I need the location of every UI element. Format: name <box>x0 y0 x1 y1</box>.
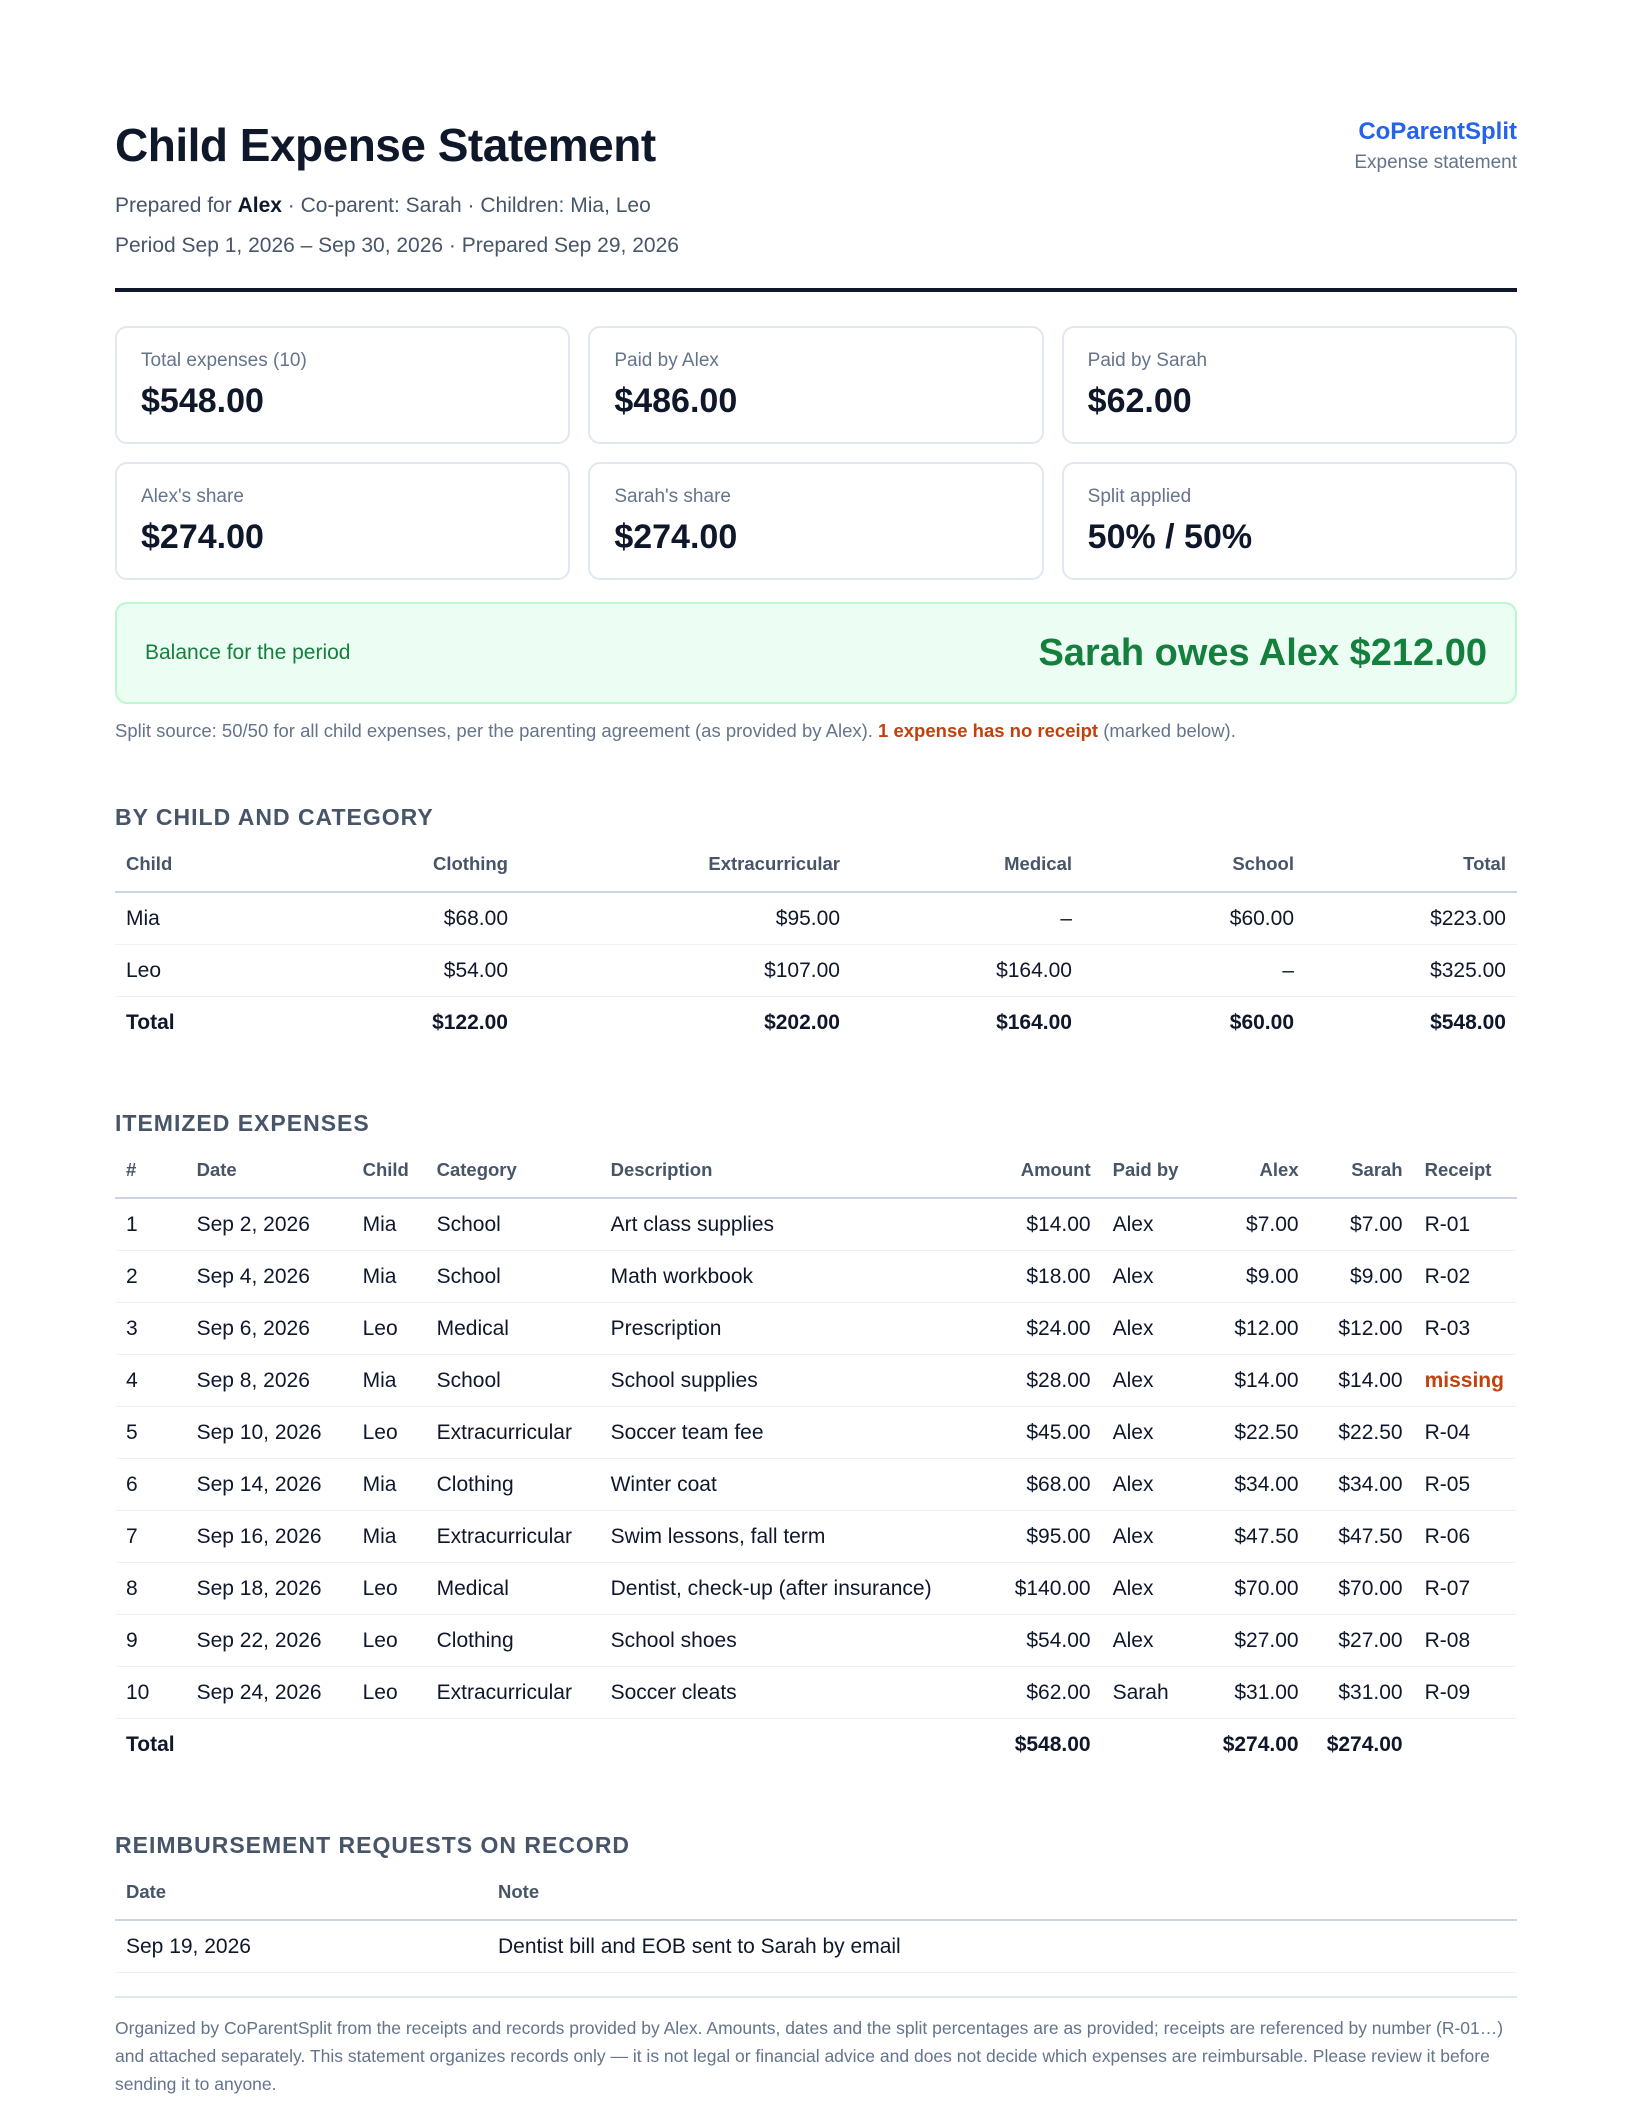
table-cell: Total <box>126 1732 175 1756</box>
table-row <box>115 1407 1517 1459</box>
table-cell: $54.00 <box>992 1615 1102 1667</box>
section-heading-itemized: ITEMIZED EXPENSES <box>115 1110 370 1136</box>
column-header: Note <box>487 1881 1517 1920</box>
table-header-row <box>115 1881 1517 1920</box>
table-cell: $95.00 <box>992 1511 1102 1563</box>
table-cell: $31.00 <box>1310 1667 1414 1719</box>
table-cell <box>186 1719 352 1771</box>
summary-card-alex-share <box>115 462 570 580</box>
table-cell: Alex <box>1102 1355 1206 1407</box>
table-cell: $60.00 <box>1083 892 1305 945</box>
card-value: $274.00 <box>614 518 738 556</box>
table-cell: Sep 2, 2026 <box>186 1198 352 1251</box>
table-row <box>115 945 1517 997</box>
table-cell: Sep 19, 2026 <box>115 1920 487 1973</box>
receipt-cell: R-06 <box>1414 1511 1517 1563</box>
column-header: Alex <box>1206 1159 1310 1198</box>
period-line: Period Sep 1, 2026 – Sep 30, 2026 · Prepared Sep 29, 2026 <box>115 234 679 257</box>
footer-disclaimer: Organized by CoParentSplit from the receipts and records provided by Alex. Amounts, dates and the split percentages are as provided; receipts are referenced by number (R-01…) and attached separately. This statement organizes records only — it is not legal or financial advice and does not decide which expenses are reimbursable. Please review it before sending it to anyone. <box>115 1996 1517 2098</box>
table-cell: $9.00 <box>1206 1251 1310 1303</box>
table-row <box>115 892 1517 945</box>
by-child-table <box>115 853 1517 1048</box>
table-cell: 2 <box>115 1251 186 1303</box>
card-value: $486.00 <box>614 382 738 420</box>
table-cell: 7 <box>115 1511 186 1563</box>
card-value: $548.00 <box>141 382 264 420</box>
table-cell: Leo <box>352 1667 426 1719</box>
table-cell <box>1414 1719 1517 1771</box>
table-cell: Sep 14, 2026 <box>186 1459 352 1511</box>
summary-card-split <box>1062 462 1517 580</box>
brand-block <box>1354 112 1517 174</box>
table-cell: $7.00 <box>1310 1198 1414 1251</box>
missing-receipt-warning: 1 expense has no receipt <box>878 720 1099 741</box>
table-cell: Leo <box>115 945 337 997</box>
card-label: Split applied <box>1087 486 1192 507</box>
table-row <box>115 1355 1517 1407</box>
table-cell: Leo <box>352 1615 426 1667</box>
card-value: $62.00 <box>1087 382 1192 420</box>
table-cell: 6 <box>115 1459 186 1511</box>
table-row <box>115 1459 1517 1511</box>
table-cell: $95.00 <box>519 892 851 945</box>
table-cell: Alex <box>1102 1511 1206 1563</box>
table-cell: 5 <box>115 1407 186 1459</box>
header-left <box>115 112 679 266</box>
table-cell: $164.00 <box>996 1010 1072 1034</box>
summary-card-sarah-share <box>588 462 1043 580</box>
table-cell: Extracurricular <box>426 1511 600 1563</box>
table-cell: $24.00 <box>992 1303 1102 1355</box>
table-cell: $140.00 <box>992 1563 1102 1615</box>
table-cell: Clothing <box>426 1459 600 1511</box>
table-cell: Sep 8, 2026 <box>186 1355 352 1407</box>
table-cell: Mia <box>352 1355 426 1407</box>
table-cell: $274.00 <box>1222 1732 1299 1756</box>
table-cell: School supplies <box>600 1355 992 1407</box>
table-cell: – <box>851 892 1083 945</box>
table-cell: $325.00 <box>1305 945 1517 997</box>
table-cell: $70.00 <box>1310 1563 1414 1615</box>
column-header: Paid by <box>1102 1159 1206 1198</box>
table-cell: Total <box>126 1010 175 1034</box>
table-cell: 4 <box>115 1355 186 1407</box>
table-cell: Extracurricular <box>426 1667 600 1719</box>
table-cell: Leo <box>352 1563 426 1615</box>
table-cell: Art class supplies <box>600 1198 992 1251</box>
table-row <box>115 1511 1517 1563</box>
table-cell <box>600 1719 992 1771</box>
reimbursements-body <box>115 1920 1517 1973</box>
table-cell: Sep 16, 2026 <box>186 1511 352 1563</box>
itemized-table <box>115 1159 1517 1770</box>
table-cell: 3 <box>115 1303 186 1355</box>
column-header: Medical <box>851 853 1083 892</box>
table-cell: Sep 10, 2026 <box>186 1407 352 1459</box>
receipt-cell: R-01 <box>1414 1198 1517 1251</box>
table-cell: School <box>426 1251 600 1303</box>
table-row <box>115 1303 1517 1355</box>
column-header: # <box>115 1159 186 1198</box>
statement-header <box>115 112 1517 266</box>
table-cell: Soccer team fee <box>600 1407 992 1459</box>
table-cell: Math workbook <box>600 1251 992 1303</box>
note-suffix: (marked below). <box>1098 720 1236 741</box>
table-cell: Mia <box>115 892 337 945</box>
table-cell: Medical <box>426 1563 600 1615</box>
table-cell: $12.00 <box>1310 1303 1414 1355</box>
table-cell: $27.00 <box>1310 1615 1414 1667</box>
receipt-cell: R-04 <box>1414 1407 1517 1459</box>
table-cell: $223.00 <box>1305 892 1517 945</box>
table-cell: $22.50 <box>1206 1407 1310 1459</box>
table-cell: Leo <box>352 1303 426 1355</box>
card-label: Sarah's share <box>614 486 731 507</box>
page-title: Child Expense Statement <box>115 119 656 171</box>
table-cell: $122.00 <box>432 1010 508 1034</box>
reimbursements-table <box>115 1881 1517 1973</box>
section-heading-reimbursements: REIMBURSEMENT REQUESTS ON RECORD <box>115 1832 631 1858</box>
table-row <box>115 1198 1517 1251</box>
column-header: Date <box>115 1881 487 1920</box>
table-cell: Prescription <box>600 1303 992 1355</box>
itemized-body <box>115 1198 1517 1770</box>
table-cell: Mia <box>352 1511 426 1563</box>
column-header: Receipt <box>1414 1159 1517 1198</box>
receipt-cell: missing <box>1414 1355 1517 1407</box>
table-cell: Alex <box>1102 1563 1206 1615</box>
card-value: $274.00 <box>141 518 264 556</box>
table-cell: Sep 18, 2026 <box>186 1563 352 1615</box>
note-prefix: Split source: 50/50 for all child expenses, per the parenting agreement (as provided by Alex). <box>115 720 879 741</box>
header-divider <box>115 288 1517 292</box>
summary-card-paid-alex <box>588 326 1043 444</box>
table-cell: Sep 24, 2026 <box>186 1667 352 1719</box>
column-header: Amount <box>992 1159 1102 1198</box>
table-cell: Mia <box>352 1459 426 1511</box>
table-cell: $68.00 <box>337 892 519 945</box>
table-cell: Sep 4, 2026 <box>186 1251 352 1303</box>
table-cell: 9 <box>115 1615 186 1667</box>
table-row <box>115 1667 1517 1719</box>
card-label: Alex's share <box>141 486 244 507</box>
table-cell: $14.00 <box>1206 1355 1310 1407</box>
receipt-cell: R-02 <box>1414 1251 1517 1303</box>
section-heading-by-child: BY CHILD AND CATEGORY <box>115 804 434 830</box>
summary-cards <box>115 326 1517 580</box>
table-row <box>115 1563 1517 1615</box>
card-value: 50% / 50% <box>1087 518 1253 556</box>
prepared-for-name: Alex <box>237 194 282 217</box>
column-header: Extracurricular <box>519 853 851 892</box>
table-cell: Alex <box>1102 1251 1206 1303</box>
table-cell: Dentist, check-up (after insurance) <box>600 1563 992 1615</box>
prepared-rest: · Co-parent: Sarah · Children: Mia, Leo <box>281 194 651 217</box>
table-cell: Alex <box>1102 1615 1206 1667</box>
brand-subtitle: Expense statement <box>1354 152 1517 173</box>
column-header: Sarah <box>1310 1159 1414 1198</box>
table-cell: 10 <box>115 1667 186 1719</box>
table-row <box>115 1251 1517 1303</box>
table-cell: $70.00 <box>1206 1563 1310 1615</box>
table-cell: $14.00 <box>1310 1355 1414 1407</box>
receipt-cell: R-07 <box>1414 1563 1517 1615</box>
table-cell: Medical <box>426 1303 600 1355</box>
table-cell: Sep 6, 2026 <box>186 1303 352 1355</box>
column-header: Date <box>186 1159 352 1198</box>
table-cell: $68.00 <box>992 1459 1102 1511</box>
card-label: Paid by Alex <box>614 350 719 371</box>
table-cell: $7.00 <box>1206 1198 1310 1251</box>
table-cell: Extracurricular <box>426 1407 600 1459</box>
table-header-row <box>115 853 1517 892</box>
table-cell: Mia <box>352 1198 426 1251</box>
table-cell: $12.00 <box>1206 1303 1310 1355</box>
column-header: Child <box>115 853 337 892</box>
table-cell: $47.50 <box>1310 1511 1414 1563</box>
column-header: Description <box>600 1159 992 1198</box>
table-cell <box>352 1719 426 1771</box>
table-cell: $60.00 <box>1229 1010 1294 1034</box>
table-cell: School <box>426 1198 600 1251</box>
table-cell: School <box>426 1355 600 1407</box>
table-cell: $27.00 <box>1206 1615 1310 1667</box>
receipt-cell: R-08 <box>1414 1615 1517 1667</box>
balance-value: Sarah owes Alex $212.00 <box>1038 631 1487 674</box>
split-source-note <box>115 720 1517 742</box>
table-cell: $47.50 <box>1206 1511 1310 1563</box>
table-header-row <box>115 1159 1517 1198</box>
table-cell: $31.00 <box>1206 1667 1310 1719</box>
table-cell: Sep 22, 2026 <box>186 1615 352 1667</box>
column-header: Total <box>1305 853 1517 892</box>
table-cell: 8 <box>115 1563 186 1615</box>
card-label: Total expenses (10) <box>141 350 307 371</box>
total-row <box>115 997 1517 1049</box>
table-cell: $202.00 <box>764 1010 840 1034</box>
table-cell: Alex <box>1102 1459 1206 1511</box>
table-cell: $34.00 <box>1206 1459 1310 1511</box>
summary-card-total <box>115 326 570 444</box>
column-header: Clothing <box>337 853 519 892</box>
total-row <box>115 1719 1517 1771</box>
receipt-cell: R-09 <box>1414 1667 1517 1719</box>
column-header: Child <box>352 1159 426 1198</box>
table-cell: $9.00 <box>1310 1251 1414 1303</box>
table-cell: School shoes <box>600 1615 992 1667</box>
balance-banner <box>115 602 1517 704</box>
card-label: Paid by Sarah <box>1087 350 1208 371</box>
table-cell: – <box>1083 945 1305 997</box>
table-cell: $548.00 <box>1430 1010 1506 1034</box>
column-header: School <box>1083 853 1305 892</box>
table-cell: Mia <box>352 1251 426 1303</box>
receipt-cell: R-05 <box>1414 1459 1517 1511</box>
receipt-cell: R-03 <box>1414 1303 1517 1355</box>
table-cell: Swim lessons, fall term <box>600 1511 992 1563</box>
table-row <box>115 1615 1517 1667</box>
table-cell: Dentist bill and EOB sent to Sarah by email <box>487 1920 1517 1973</box>
table-cell: $22.50 <box>1310 1407 1414 1459</box>
table-cell: Sarah <box>1102 1667 1206 1719</box>
table-cell: $54.00 <box>337 945 519 997</box>
table-cell: Alex <box>1102 1407 1206 1459</box>
by-child-body <box>115 892 1517 1048</box>
balance-label: Balance for the period <box>145 641 351 664</box>
table-cell: $34.00 <box>1310 1459 1414 1511</box>
column-header: Category <box>426 1159 600 1198</box>
table-cell: Winter coat <box>600 1459 992 1511</box>
table-cell: Soccer cleats <box>600 1667 992 1719</box>
table-cell <box>426 1719 600 1771</box>
table-cell: $14.00 <box>992 1198 1102 1251</box>
table-cell: Alex <box>1102 1198 1206 1251</box>
prepared-line <box>115 186 679 226</box>
table-cell <box>1102 1719 1206 1771</box>
table-cell: $62.00 <box>992 1667 1102 1719</box>
table-row <box>115 1920 1517 1973</box>
table-cell: $164.00 <box>851 945 1083 997</box>
table-cell: $548.00 <box>1014 1732 1091 1756</box>
table-cell: $107.00 <box>519 945 851 997</box>
prepared-prefix: Prepared for <box>115 194 238 217</box>
summary-card-paid-sarah <box>1062 326 1517 444</box>
table-cell: $18.00 <box>992 1251 1102 1303</box>
table-cell: $28.00 <box>992 1355 1102 1407</box>
brand-name: CoParentSplit <box>1358 118 1517 145</box>
header-meta <box>115 186 679 266</box>
table-cell: Leo <box>352 1407 426 1459</box>
table-cell: $45.00 <box>992 1407 1102 1459</box>
table-cell: 1 <box>115 1198 186 1251</box>
table-cell: $274.00 <box>1326 1732 1403 1756</box>
table-cell: Alex <box>1102 1303 1206 1355</box>
table-cell: Clothing <box>426 1615 600 1667</box>
